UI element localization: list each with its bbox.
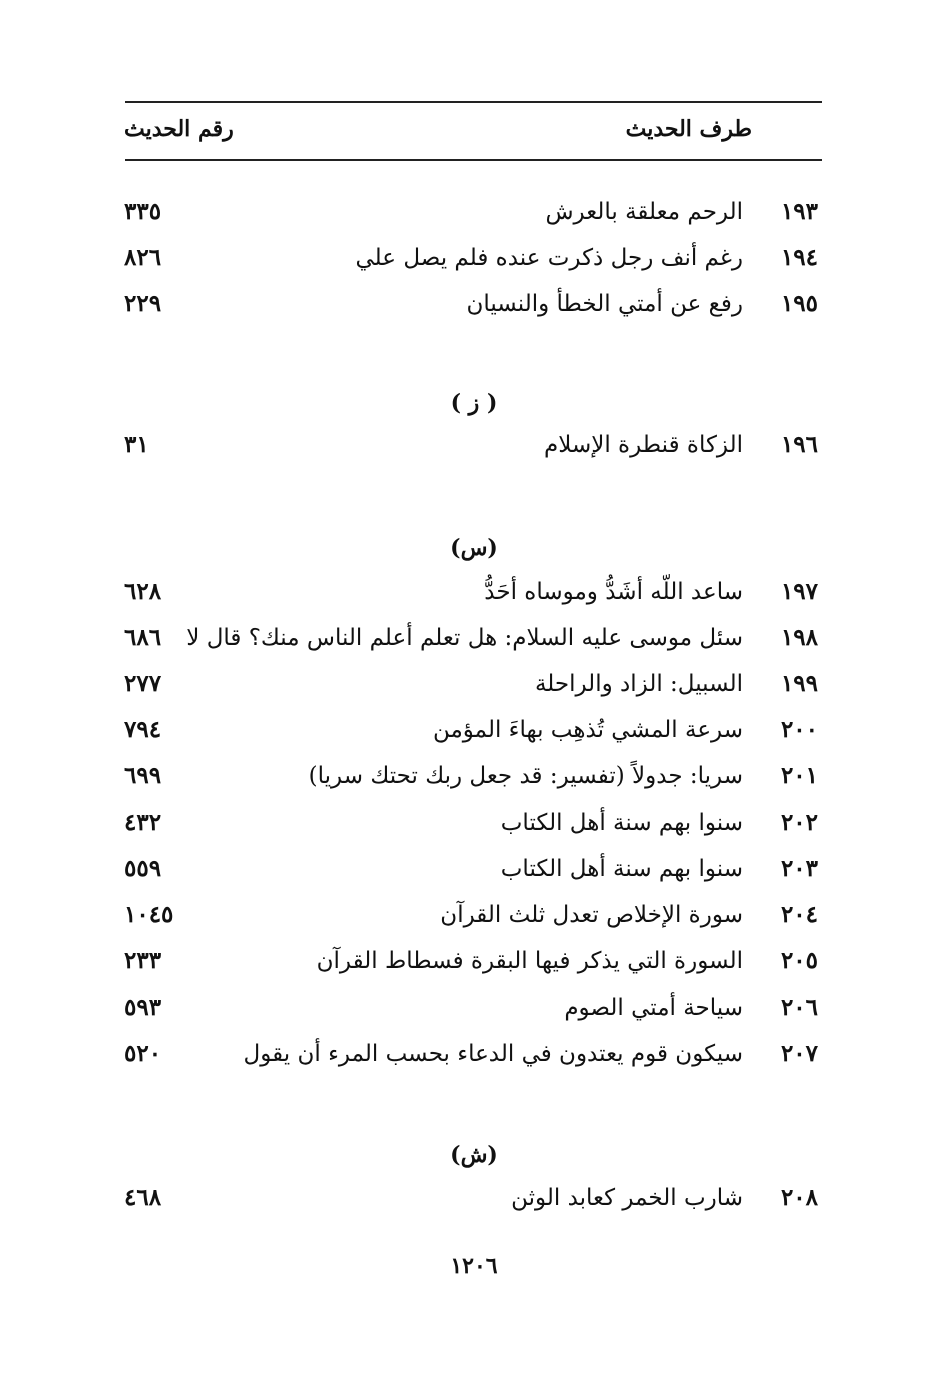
entry-text: الزكاة قنطرة الإسلام — [543, 432, 743, 458]
entry-number: ١٩٣ — [780, 198, 818, 225]
column-header-hadith-text: طرف الحديث — [625, 116, 752, 142]
index-entry — [0, 1178, 948, 1218]
entry-reference: ٦٩٩ — [124, 762, 162, 789]
index-entry — [0, 756, 948, 796]
entry-text: سريا: جدولاً (تفسير: قد جعل ربك تحتك سريا) — [308, 763, 743, 789]
section-letter-heading: (س) — [450, 535, 498, 561]
entry-number: ١٩٥ — [780, 290, 818, 317]
entry-text: الرحم معلقة بالعرش — [545, 199, 743, 225]
entry-reference: ٢٣٣ — [124, 947, 162, 974]
entry-text: رفع عن أمتي الخطأ والنسيان — [466, 291, 743, 317]
entry-number: ١٩٨ — [780, 624, 818, 651]
entry-reference: ٢٧٧ — [124, 670, 162, 697]
entry-reference: ٣١ — [124, 431, 149, 458]
index-entry — [0, 710, 948, 750]
entry-text: سرعة المشي تُذهِب بهاءَ المؤمن — [432, 717, 743, 743]
index-entry — [0, 238, 948, 278]
index-entry — [0, 284, 948, 324]
entry-reference: ٦٨٦ — [124, 624, 162, 651]
entry-number: ٢٠٧ — [780, 1040, 818, 1067]
entry-text: سيكون قوم يعتدون في الدعاء بحسب المرء أن يقول — [243, 1041, 743, 1067]
entry-reference: ١٠٤٥ — [124, 901, 174, 928]
entry-reference: ٥٢٠ — [124, 1040, 162, 1067]
index-entry — [0, 803, 948, 843]
entry-reference: ٢٢٩ — [124, 290, 162, 317]
entry-text: سنوا بهم سنة أهل الكتاب — [500, 810, 743, 836]
entry-number: ٢٠٦ — [780, 994, 818, 1021]
column-header-hadith-number: رقم الحديث — [124, 116, 234, 142]
index-entry — [0, 192, 948, 232]
entry-reference: ٦٢٨ — [124, 578, 162, 605]
entry-text: شارب الخمر كعابد الوثن — [511, 1185, 743, 1211]
entry-text: رغم أنف رجل ذكرت عنده فلم يصل علي — [355, 245, 743, 271]
entry-reference: ٣٣٥ — [124, 198, 162, 225]
entry-number: ١٩٤ — [780, 244, 818, 271]
entry-number: ٢٠٢ — [780, 809, 818, 836]
entry-reference: ٥٥٩ — [124, 855, 162, 882]
entry-number: ١٩٩ — [780, 670, 818, 697]
entry-number: ٢٠١ — [780, 762, 818, 789]
index-entry — [0, 425, 948, 465]
section-letter-heading: (ش) — [450, 1142, 498, 1168]
entry-number: ٢٠٤ — [780, 901, 818, 928]
entry-text: سنوا بهم سنة أهل الكتاب — [500, 856, 743, 882]
entry-number: ١٩٦ — [780, 431, 818, 458]
entry-text: سئل موسى عليه السلام: هل تعلم أعلم الناس منك؟ قال لا — [186, 625, 743, 651]
entry-number: ٢٠٣ — [780, 855, 818, 882]
index-entry — [0, 849, 948, 889]
entry-text: سياحة أمتي الصوم — [564, 995, 743, 1021]
entry-reference: ٧٩٤ — [124, 716, 162, 743]
entry-text: سورة الإخلاص تعدل ثلث القرآن — [440, 902, 743, 928]
index-entry — [0, 664, 948, 704]
index-entry — [0, 618, 948, 658]
section-letter-heading: ( ز ) — [450, 390, 498, 416]
index-entry — [0, 941, 948, 981]
page-number: ١٢٠٦ — [450, 1253, 498, 1279]
index-entry — [0, 1034, 948, 1074]
header-top-rule — [125, 101, 822, 103]
entry-reference: ٤٣٢ — [124, 809, 162, 836]
entry-text: السبيل: الزاد والراحلة — [534, 671, 743, 697]
entry-text: ساعد اللّه أشَدُّ وموساه أحَدُّ — [484, 579, 743, 605]
entry-reference: ٤٦٨ — [124, 1184, 162, 1211]
entry-reference: ٥٩٣ — [124, 994, 162, 1021]
index-entry — [0, 895, 948, 935]
entry-number: ١٩٧ — [780, 578, 818, 605]
entry-number: ٢٠٥ — [780, 947, 818, 974]
index-entry — [0, 572, 948, 612]
header-bottom-rule — [125, 159, 822, 161]
entry-number: ٢٠٠ — [780, 716, 818, 743]
index-entry — [0, 988, 948, 1028]
entry-text: السورة التي يذكر فيها البقرة فسطاط القرآن — [316, 948, 743, 974]
entry-number: ٢٠٨ — [780, 1184, 818, 1211]
entry-reference: ٨٢٦ — [124, 244, 162, 271]
